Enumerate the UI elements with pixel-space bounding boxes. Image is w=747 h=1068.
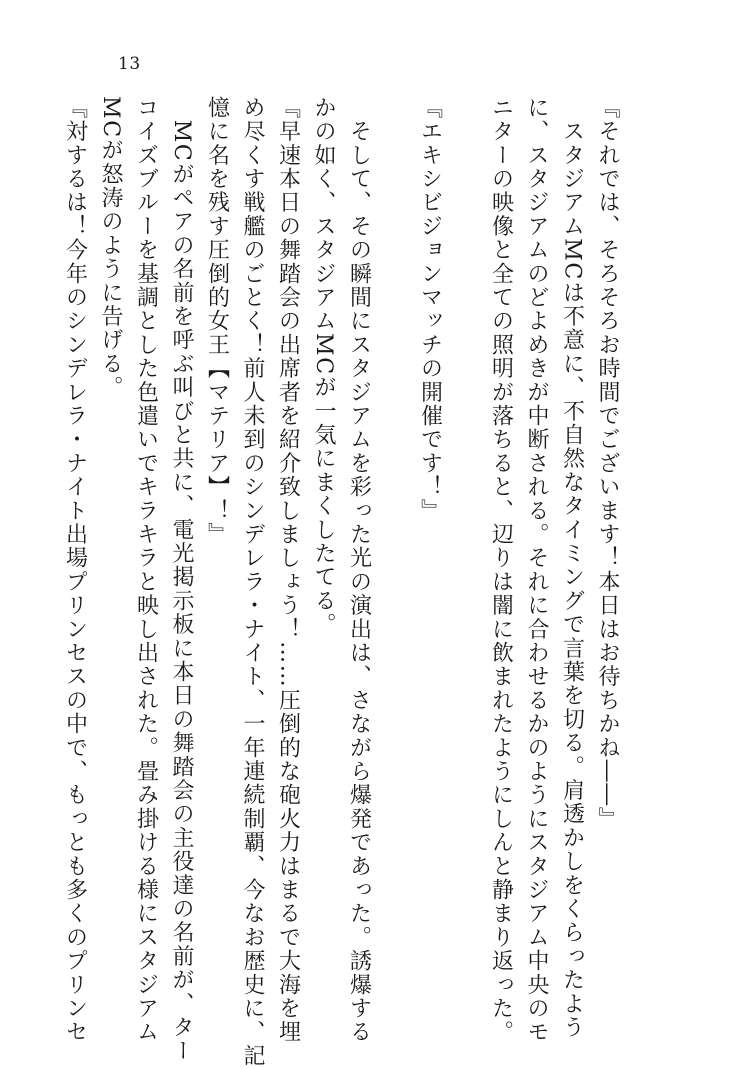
text-line: 『エキシビジョンマッチの開催です！』: [417, 96, 443, 523]
text-line: め尽くす戦艦のごとく！前人未到のシンデレラ・ナイト、一年連続制覇、今なお歴史に、記: [240, 96, 265, 1068]
text-line: 『それでは、そろそろお時間でございます！本日はお待ちかね――』: [595, 96, 620, 831]
text-line: 『対するは！今年のシンデレラ・ナイト出場プリンセスの中で、もっとも多くのプリンセ: [62, 96, 88, 1044]
text-line: かの如く、スタジアムMCが一気にまくしたてる。: [311, 96, 336, 637]
text-line: 憶に名を残す圧倒的女王【マテリア】！』: [204, 96, 230, 547]
novel-body-text: [57, 96, 625, 1068]
blank-line: [448, 96, 484, 956]
text-line: MCが怒涛のように告げる。: [98, 96, 123, 400]
blank-line: [377, 96, 413, 956]
text-line: に、スタジアムのどよめきが中断される。それに合わせるかのようにスタジアム中央のモ: [524, 96, 549, 1044]
page-number: 13: [118, 54, 141, 74]
text-line: 『早速本日の舞踏会の出席者を紹介致しましょう！……圧倒的な砲火力はまるで大海を埋: [275, 96, 301, 1044]
text-line: そして、その瞬間にスタジアムを彩った光の演出は、さながら爆発であった。誘爆する: [346, 96, 372, 1044]
text-line: ニターの映像と全ての照明が落ちると、辺りは闇に飲まれたようにしんと静まり返った。: [488, 96, 514, 1044]
text-line: MCがペアの名前を呼ぶ叫びと共に、電光掲示板に本日の舞踏会の主役達の名前が、ター: [169, 96, 194, 1064]
text-line: コイズブルーを基調とした色遣いでキラキラと映し出された。畳み掛ける様にスタジアム: [133, 96, 159, 1044]
text-line: スタジアムMCは不意に、不自然なタイミングで言葉を切る。肩透かしをくらったよう: [559, 96, 585, 1040]
